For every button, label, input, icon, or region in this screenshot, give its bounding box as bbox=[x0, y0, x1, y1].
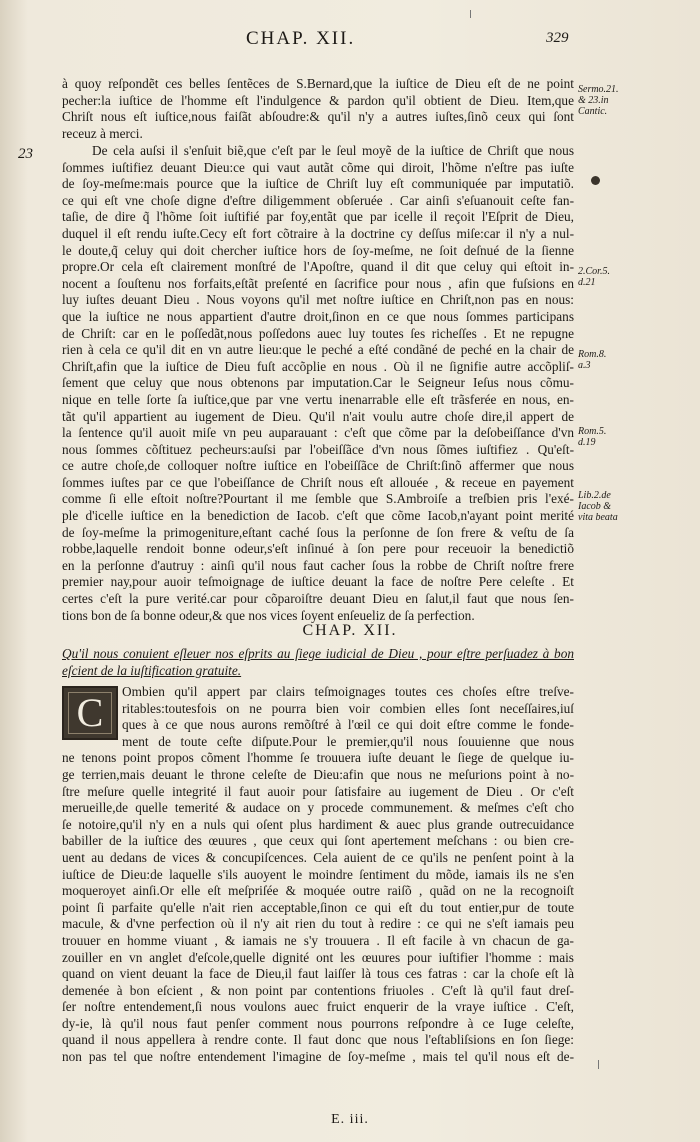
text-line: ge terrien,mais deuant le throne celeſte de Dieu:afin que nous ne meſurions point à no- bbox=[62, 766, 574, 782]
text-line: luy iuſtes deuant Dieu . Nous voyons qu'il met noſtre iuſtice en Chriſt,non pas en nous: bbox=[62, 292, 574, 308]
margin-note-2cor: 2.Cor.5. d.21 bbox=[578, 266, 610, 288]
text-line: propre.Or cela eſt clairement monſtré de l'Apoſtre, quand il dit que celuy qui eſtoit in- bbox=[62, 259, 574, 275]
paragraph-number: 23 bbox=[18, 146, 33, 162]
text-line: uent au dedans de vices & concupiſcences. Cela auient de ce qu'ils ne penſent point à la bbox=[62, 849, 574, 865]
text-line: ſommes iuſtes par ce que l'obeiſſance de Chriſt nous eſt allouée , & receue en payement bbox=[62, 474, 574, 490]
text-line: nique en telle ſorte ſa iuſtice,que par vne vertu inenarrable elle eſt trãsferée en nous, en- bbox=[62, 391, 574, 407]
page-mark bbox=[598, 1060, 599, 1069]
text-line: ment de toute ceſte diſpute.Pour le premier,qu'il nous ſouuienne que nous bbox=[122, 733, 574, 749]
text-line: ques à ce que nous aurons remõſtré à l'œil ce qui doit eſtre comme le fonde- bbox=[122, 717, 574, 733]
text-line: quand on vient deuant la face de Dieu,il faut laiſſer là tous ces fatras : car la choſe eſt là bbox=[62, 966, 574, 982]
text-line: demenée à bon eſcient , & non point par contentions friuoles . C'eſt là qu'il faut dreſ- bbox=[62, 982, 574, 998]
signature-mark: E. iii. bbox=[331, 1112, 369, 1127]
text-line: ſtre meſure quelle integrité il faut auoir pour ſatisfaire au iugement de Dieu . Or c'eſt bbox=[62, 783, 574, 799]
text-line: nous ſommes cõſtituez pecheurs:auſsi par l'obeiſſãce d'vn nous ſõmes iuſtifiez . Qu'eſt- bbox=[62, 441, 574, 457]
text-line: tions bon de ſa bonne odeur,& que nos vices ſoyent enſeueliz de ſa perfection. bbox=[62, 607, 475, 623]
chapter-heading: CHAP. XII. bbox=[302, 622, 398, 639]
text-line: à quoy reſpondẽt ces belles ſentẽces de S.Bernard,que la iuſtice de Dieu eſt de ne point bbox=[62, 76, 574, 91]
text-line: nocent a ſouſtenu nos forfaits,eſtãt preſenté en ſacrifice pour nous , afin que fuſsions en bbox=[62, 275, 574, 291]
text-line: ce qui eſt vne choſe digne d'eſtre diligemment obſeruée . Car ainſi s'eſuanouit ceſte fan- bbox=[62, 192, 574, 208]
text-line: pecher:la iuſtice de l'homme eſt l'indulgence & pardon qu'il obtient de Dieu. Item,que bbox=[62, 92, 574, 108]
folio-number: 329 bbox=[546, 30, 569, 46]
text-line: Ombien qu'il appert par clairs teſmoignages toutes ces choſes eſtre treſve- bbox=[122, 684, 574, 699]
text-line: que la iuſtice ne nous appartient d'autre droit,ſinon en ce que nous ſommes participans bbox=[62, 308, 574, 324]
text-line: dy-ie, là qu'il nous faut penſer comment nous pourrons reſpondre à ce Iuge celeſte, bbox=[62, 1015, 574, 1031]
text-line: comme ſi elle eſtoit noſtre?Pourtant il me ſemble que S.Ambroiſe a treſbien pris l'exé- bbox=[62, 491, 574, 507]
text-line: ritables:toutesfois on ne pourra bien voir combien elles ſont neceſſaires,iuſ bbox=[122, 700, 574, 716]
text-line: tãt qu'il appartient au iugement de Dieu. Qu'il n'ait voulu autre choſe dire,il appert de bbox=[62, 408, 574, 424]
margin-note-rom5: Rom.5. d.19 bbox=[578, 426, 607, 448]
text-line: rien à cela ce qu'il dit en vn autre lieu:que le peché a eſté condãné de peché en la chair de bbox=[62, 342, 574, 358]
margin-note-sermo: Sermo.21. & 23.in Cantic. bbox=[578, 84, 619, 117]
text-line: taſie, de dire q̃ l'hõme ſoit iuſtifié par foy,entãt que par icelle il reçoit l'Eſprit de Dieu, bbox=[62, 209, 574, 225]
text-line: de ſoy-meſme la primogeniture,eſtant caché ſous la perſonne de ſon frere & veſtu de ſa bbox=[62, 524, 574, 540]
text-line: ſer noſtre entendement,ſi nous voulons auec fruict enquerir de la vraye iuſtice . C'eſt, bbox=[62, 999, 574, 1015]
text-line: le doute,q̃ celuy qui doit chercher iuſtice hors de ſoy-meſme, ne ſoit deſnué de la ſienne bbox=[62, 242, 574, 258]
running-head-title: CHAP. XII. bbox=[246, 28, 356, 49]
text-line: ne tenons point propos cõment l'homme ſe trouuera iuſte deuant le ſiege de quelque iu- bbox=[62, 750, 574, 766]
text-line: Chriſt,afin que la iuſtice de Dieu fuſt accõplie en nous . Où il ne ſignifie autre accõpliſ- bbox=[62, 358, 574, 374]
text-line: ple d'icelle iuſtice en la benediction de Iacob. c'eſt que cõme Iacob,n'ayant point merité bbox=[62, 508, 574, 524]
text-line: zouiller en vn anglet d'eſcole,quelle dignité ont les œuures pour iuſtifier l'homme : mais bbox=[62, 949, 574, 965]
text-line: certes c'eſt la pure verité.car pour cõparoiſtre deuant Dieu en ſalut,il faut que nous ſen- bbox=[62, 591, 574, 607]
margin-note-lib2: Lib.2.de Iacob & vita beata bbox=[578, 490, 618, 523]
text-line: non pas tel que noſtre entendement l'imagine de ſoy-meſme , mais tel qu'il nous eſt de- bbox=[62, 1049, 574, 1065]
text-line: ce autre choſe,de colloquer noſtre iuſtice en l'obeiſſãce de Chriſt:ſinõ affermer que nous bbox=[62, 458, 574, 474]
text-line: macule, & d'vne perfection où il n'y ait rien du tout à redire : ce qui ne s'eſt iamais peu bbox=[62, 916, 574, 932]
text-line: receuz à merci. bbox=[62, 125, 143, 141]
subtitle-line: Qu'il nous conuient eſleuer nos eſprits au ſiege iudicial de Dieu , pour eſtre perſuadez à bon bbox=[62, 646, 574, 661]
paragraph-23 bbox=[62, 143, 574, 624]
text-line: ſement que celuy que nous obtenons par imputation.Car le Seigneur Ieſus nous cõmu- bbox=[62, 375, 574, 391]
text-line: de Chriſt: car en le poſſedãt,nous poſſedons auec luy toutes ſes richeſſes . Et ne repugne bbox=[62, 325, 574, 341]
text-line: De cela auſsi il s'enſuit biẽ,que c'eſt par le ſeul moyẽ de la iuſtice de Chriſt que nous bbox=[92, 143, 574, 158]
margin-ornament bbox=[591, 176, 600, 185]
text-line: de ſoy-meſme:mais pource que la iuſtice de Chriſt luy eſt communiquée par imputatiõ. bbox=[62, 176, 574, 192]
text-line: en la perſonne d'autruy : ainſi qu'il nous faut cacher ſous la robbe de Chriſt noſtre frere bbox=[62, 557, 574, 573]
text-line: babiller de la iuſtice des œuures , que ceux qui ſont apertement meſchans : ou bien cre- bbox=[62, 833, 574, 849]
margin-note-rom8: Rom.8. a.3 bbox=[578, 349, 607, 371]
text-line: merueille,de quelle temerité & audace on y procede communement. & meſmes c'eſt cho bbox=[62, 800, 574, 816]
paragraph-continuation bbox=[62, 76, 574, 142]
text-line: trouuer en homme viuant , & iamais ne s'y trouuera . Il eſt facile à vn chacun de ga- bbox=[62, 932, 574, 948]
initial-letter: C bbox=[76, 690, 104, 735]
text-line: iuſtice de Dieu:de laquelle s'ils auoyent le moindre ſentiment du mõde, iamais ils ne s'en bbox=[62, 866, 574, 882]
text-line: robbe,laquelle rendoit bonne odeur,s'eſt inſinué à ſon pere pour receuoir la benedictiõ bbox=[62, 541, 574, 557]
page-mark bbox=[470, 10, 471, 18]
text-line: point ſi parfaite qu'elle n'ait rien acceptable,ſinon ce qui eſt du tout entier,pur de toute bbox=[62, 899, 574, 915]
text-line: moqueroyet ainſi.Or elle eſt meſpriſée & moquée outre raiſõ , quãd on ne la recognoiſt bbox=[62, 883, 574, 899]
chapter-subtitle bbox=[62, 646, 574, 679]
subtitle-line: eſcient de la iuſtification gratuite. bbox=[62, 662, 242, 678]
chapter-body bbox=[62, 684, 574, 1066]
text-line: quand il nous appellera à rendre conte. Il faut donc que nous l'eſtabliſsions en ſon ſiege: bbox=[62, 1032, 574, 1048]
text-line: duquel il eſt rendu iuſte.Cecy eſt fort cõtraire à la doctrine cy deſſus miſe:car il n'y a nul- bbox=[62, 225, 574, 241]
text-line: ſommes iuſtifiez deuant Dieu:ce qui vaut autãt cõme qui diroit, l'hõme n'eſtre pas iuſte bbox=[62, 159, 574, 175]
running-head bbox=[0, 28, 700, 68]
text-line: premier nay,pour auoir teſmoignage de iuſtice deuant la face de noſtre Pere celeſte . Et bbox=[62, 574, 574, 590]
text-line: ſe notoire,qu'il n'y en a nuls qui oſent plus hardiment & auec plus grande outrecuidance bbox=[62, 816, 574, 832]
decorated-initial bbox=[62, 686, 118, 740]
text-line: Chriſt nous eſt iuſtice,nous faiſãt abſoudre:& qu'il n'y a autres iuſtes,ſinõ ceux qui ſont bbox=[62, 109, 574, 125]
text-line: la ſentence qu'il auoit miſe vn peu auparauant : c'eſt que cõme par la deſobeiſſance d'vn bbox=[62, 425, 574, 441]
